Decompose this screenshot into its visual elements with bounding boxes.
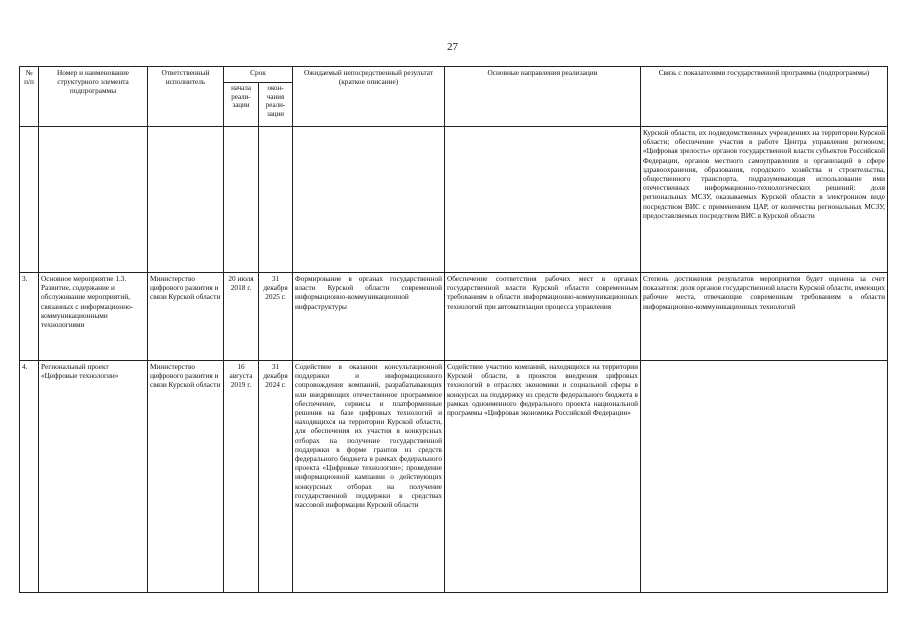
row-link: Степень достижения результатов мероприятия будет оценена за счет показателя: доля органов государственной власти Курской области, имеющих рабочие места, отвечающие современным требованиям в области информационно-коммуникационных технологий [641,273,888,361]
header-link: Связь с показателями государственной программы (подпрограммы) [641,67,888,127]
header-end: окон-чания реали-зации [259,83,293,127]
row-responsible: Министерство цифрового развития и связи Курской области [148,273,224,361]
row-result [293,127,445,273]
row-directions [445,127,641,273]
row-name [39,127,148,273]
row-num [20,127,39,273]
row-responsible: Министерство цифрового развития и связи Курской области [148,361,224,593]
row-name: Региональный проект «Цифровые технологии» [39,361,148,593]
row-num: 4. [20,361,39,593]
row-end: 31 декабря 2025 г. [259,273,293,361]
row-end [259,127,293,273]
header-start: начала реали-зации [224,83,259,127]
program-table [19,66,888,593]
row-directions: Обеспечение соответствия рабочих мест в органах государственной власти Курской области современным требованиям в области информационно-коммуникационных технологий при автоматизации процесса управления [445,273,641,361]
row-name: Основное мероприятие 1.3. Развитие, содержание и обслуживание мероприятий, связанных с информационно-коммуникационными технологиями [39,273,148,361]
row-responsible [148,127,224,273]
row-start: 16 августа 2019 г. [224,361,259,593]
header-term: Срок [224,67,293,83]
row-start [224,127,259,273]
header-name: Номер и наименование структурного элемента подпрограммы [39,67,148,127]
row-result: Формирование в органах государственной власти Курской области современной информационно-коммуникационной инфраструктуры [293,273,445,361]
table-row [20,273,888,361]
header-responsible: Ответственный исполнитель [148,67,224,127]
table-row [20,127,888,273]
row-num: 3. [20,273,39,361]
table-row [20,361,888,593]
row-link: Курской области, их подведомственных учреждениях на территории Курской области; обеспечение участия в работе Центра управления регионом; «Цифровая зрелость» органов государственной власти субъектов Российской Федерации, органов местного самоуправления и организаций в сфере здравоохранения, образования, городского хозяйства и строительства, общественного транспорта, подразумевающая использование ими отечественных информационно-технологических решений: доля региональных МСЗУ, оказываемых Курской области в электронном виде посредством ВИС с применением ЦАР, от количества региональных МСЗУ, предоставляемых посредством ВИС в Курской области [641,127,888,273]
row-directions: Содействие участию компаний, находящихся на территории Курской области, в проектов внедрения цифровых технологий в отраслях экономики и социальной сферы в конкурсах на поддержку из средств федерального бюджета в рамках одноименного федерального проекта национальной программы «Цифровая экономика Российской Федерации» [445,361,641,593]
row-link [641,361,888,593]
row-start: 20 июля 2018 г. [224,273,259,361]
row-end: 31 декабря 2024 г. [259,361,293,593]
row-result: Содействие в оказании консультационной поддержки и информационного сопровождения компаний, разрабатывающих или внедряющих отечественное программное обеспечение, сервисы и платформенные решения на базе цифровых технологий и находящихся на территории Курской области, для обеспечения их участия в конкурсных отборах на получение государственной поддержки в форме грантов из средств федерального бюджета в рамках федерального проекта «Цифровые технологии»; проведение информационной кампании о действующих конкурсных отборах на получение государственной поддержки в средствах массовой информации Курской области [293,361,445,593]
header-num: № п/п [20,67,39,127]
header-directions: Основные направления реализации [445,67,641,127]
page-number: 27 [447,41,458,53]
header-result: Ожидаемый непосредственный результат (краткое описание) [293,67,445,127]
